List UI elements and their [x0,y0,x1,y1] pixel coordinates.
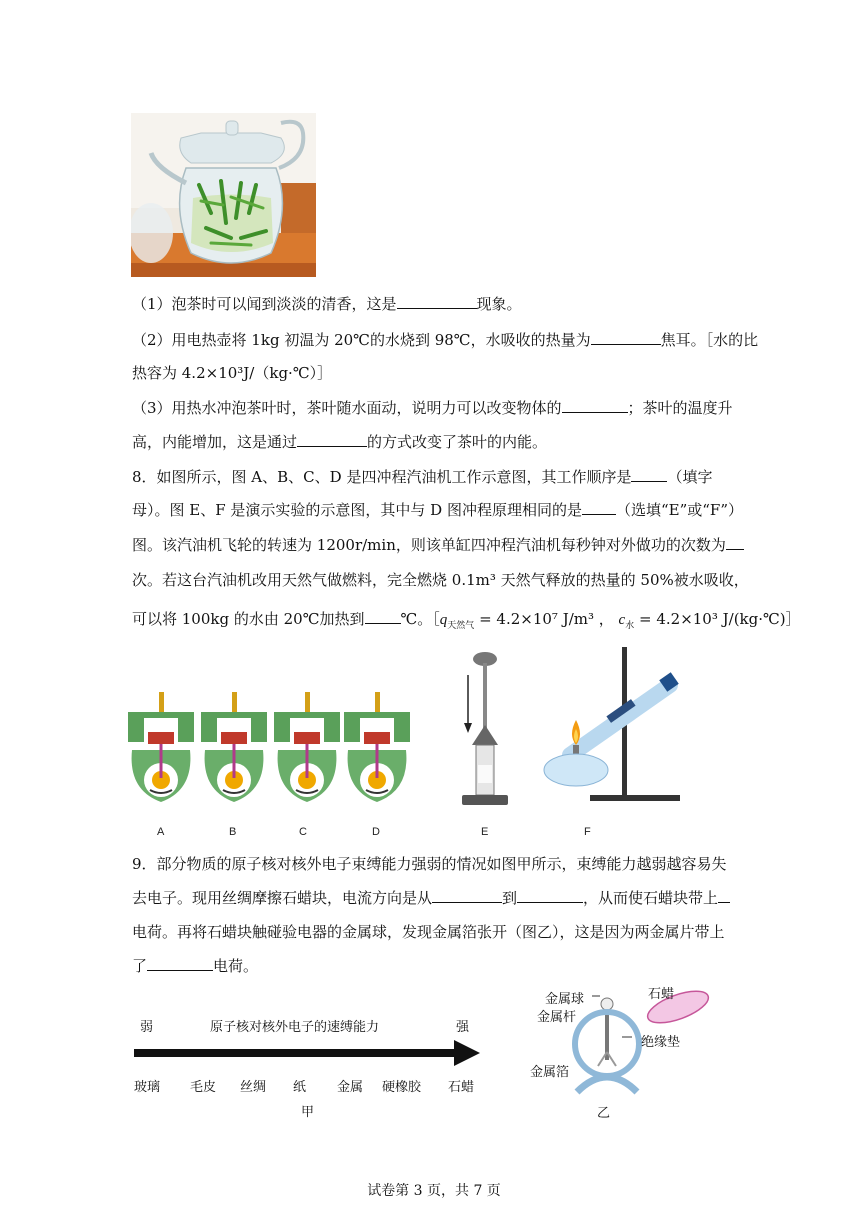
q9-line2: 去电子。现用丝绸摩擦石蜡块，电流方向是从 到 ，从而使石蜡块带上 [132,888,730,908]
binding-arrow [134,1040,482,1066]
fig-label-a: A [157,826,165,838]
material-glass: 玻璃 [134,1080,161,1095]
page-footer: 试卷第 3 页，共 7 页 [367,1183,501,1199]
label-wax: 石蜡 [648,987,675,1002]
fig-label-c: C [299,826,307,838]
q7-part3: （3）用热水冲泡茶叶时，茶叶随水面动，说明力可以改变物体的 ；茶叶的温度升 [132,399,733,417]
q7-part2: （2）用电热壶将 1kg 初温为 20℃的水烧到 98℃，水吸收的热量为 焦耳。［水的比 [132,331,759,349]
label-weak: 弱 [140,1020,154,1035]
material-fur: 毛皮 [190,1080,217,1095]
material-wax: 石蜡 [448,1080,475,1095]
q9-line3: 电荷。再将石蜡块触碰验电器的金属球，发现金属箔张开（图乙），这是因为两金属片带上 [132,923,725,941]
q7-part1: （1）泡茶时可以闻到淡淡的清香，这是 现象。 [132,295,522,313]
fig-label-jia: 甲 [301,1105,315,1120]
engine-stroke-diagrams [126,690,412,820]
label-metal-rod: 金属杆 [537,1010,577,1025]
label-insulator: 绝缘垫 [641,1035,681,1050]
q8-line3: 图。该汽油机飞轮的转速为 1200r/min，则该单缸四冲程汽油机每秒钟对外做功的次数为 [132,535,744,555]
label-metal-foil: 金属箔 [530,1065,570,1080]
fig-label-yi: 乙 [597,1106,611,1121]
q8-line5: 可以将 100kg 的水由 20℃加热到 ℃。$[q_{天然气} = 4.2\times 10^7$ J/m³ ， $c_水 = 4.2\times 10^3$ J/(kg·℃)］ [132,610,801,631]
compression-tube-diagram [450,645,520,815]
q7-part3-cont: 高，内能增加，这是通过 的方式改变了茶叶的内能。 [132,433,548,451]
q8-line1: 8．如图所示，图 A、B、C、D 是四冲程汽油机工作示意图，其工作顺序是 （填字 [132,468,713,486]
q9-line1: 9．部分物质的原子核对核外电子束缚能力强弱的情况如图甲所示，束缚能力越弱越容易失 [132,855,727,873]
material-metal: 金属 [337,1080,364,1095]
material-silk: 丝绸 [240,1080,267,1095]
test-tube-heating-diagram [540,645,690,815]
fig-label-b: B [229,826,237,838]
q7-part2-cont: 热容为 4.2×10³J/（kg·℃）］ [132,364,333,382]
material-hard-rubber: 硬橡胶 [382,1080,422,1095]
fig-label-d: D [372,826,380,838]
q8-line4: 次。若这台汽油机改用天然气做燃料，完全燃烧 0.1m³ 天然气释放的热量的 50%被水吸收， [132,571,749,589]
teapot-photo [131,113,316,277]
arrow-title: 原子核对核外电子的速缚能力 [210,1020,380,1035]
label-metal-ball: 金属球 [545,992,585,1007]
label-strong: 强 [456,1020,470,1035]
material-paper: 纸 [293,1080,307,1095]
q8-line2: 母）。图 E、F 是演示实验的示意图，其中与 D 图冲程原理相同的是 （选填“E”或“F”） [132,501,744,519]
fig-label-f: F [584,826,591,838]
fig-label-e: E [481,826,489,838]
q9-line4: 了 电荷。 [132,957,259,975]
